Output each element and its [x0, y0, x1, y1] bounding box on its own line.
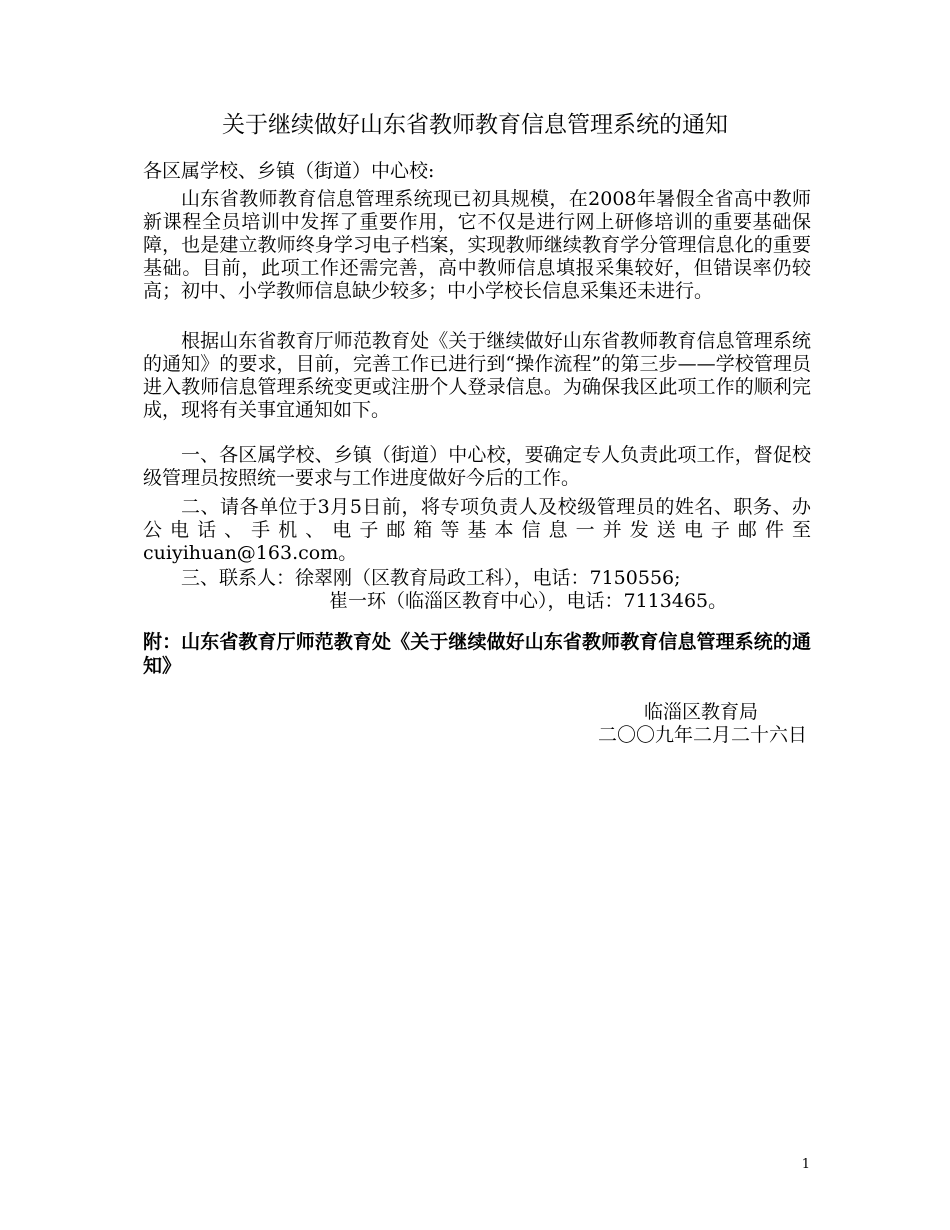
paragraph-requirements: 根据山东省教育厅师范教育处《关于继续做好山东省教师教育信息管理系统的通知》的要求，目前，完善工作已进行到“操作流程”的第三步——学校管理员进入教师信息管理系统变更或注册个人登录信息。为确保我区此项工作的顺利完成，现将有关事宜通知如下。	[143, 330, 811, 421]
issue-date: 二〇〇九年二月二十六日	[597, 724, 807, 746]
contact-line-secondary: 崔一环（临淄区教育中心），电话：7113465。	[329, 590, 728, 612]
paragraph-item-one: 一、各区属学校、乡镇（街道）中心校，要确定专人负责此项工作，督促校级管理员按照统一要求与工作进度做好今后的工作。	[143, 444, 811, 489]
paragraph-background: 山东省教师教育信息管理系统现已初具规模，在2008年暑假全省高中教师新课程全员培训中发挥了重要作用，它不仅是进行网上研修培训的重要基础保障，也是建立教师终身学习电子档案，实现教师继续教育学分管理信息化的重要基础。目前，此项工作还需完善，高中教师信息填报采集较好，但错误率仍较高；初中、小学教师信息缺少较多；中小学校长信息采集还未进行。	[143, 188, 811, 302]
attachment-note: 附：山东省教育厅师范教育处《关于继续做好山东省教师教育信息管理系统的通知》	[143, 631, 811, 677]
page-number: 1	[801, 1157, 810, 1172]
document-title: 关于继续做好山东省教师教育信息管理系统的通知	[222, 112, 728, 138]
salutation: 各区属学校、乡镇（街道）中心校:	[143, 160, 435, 182]
issuer-name: 临淄区教育局	[643, 701, 758, 723]
paragraph-item-two: 二、请各单位于3月5日前，将专项负责人及校级管理员的姓名、职务、办公电话、手机、电子邮箱等基本信息一并发送电子邮件至cuiyihuan@163.com。	[143, 496, 811, 564]
contact-line-primary: 三、联系人：徐翠刚（区教育局政工科），电话：7150556;	[181, 567, 681, 589]
